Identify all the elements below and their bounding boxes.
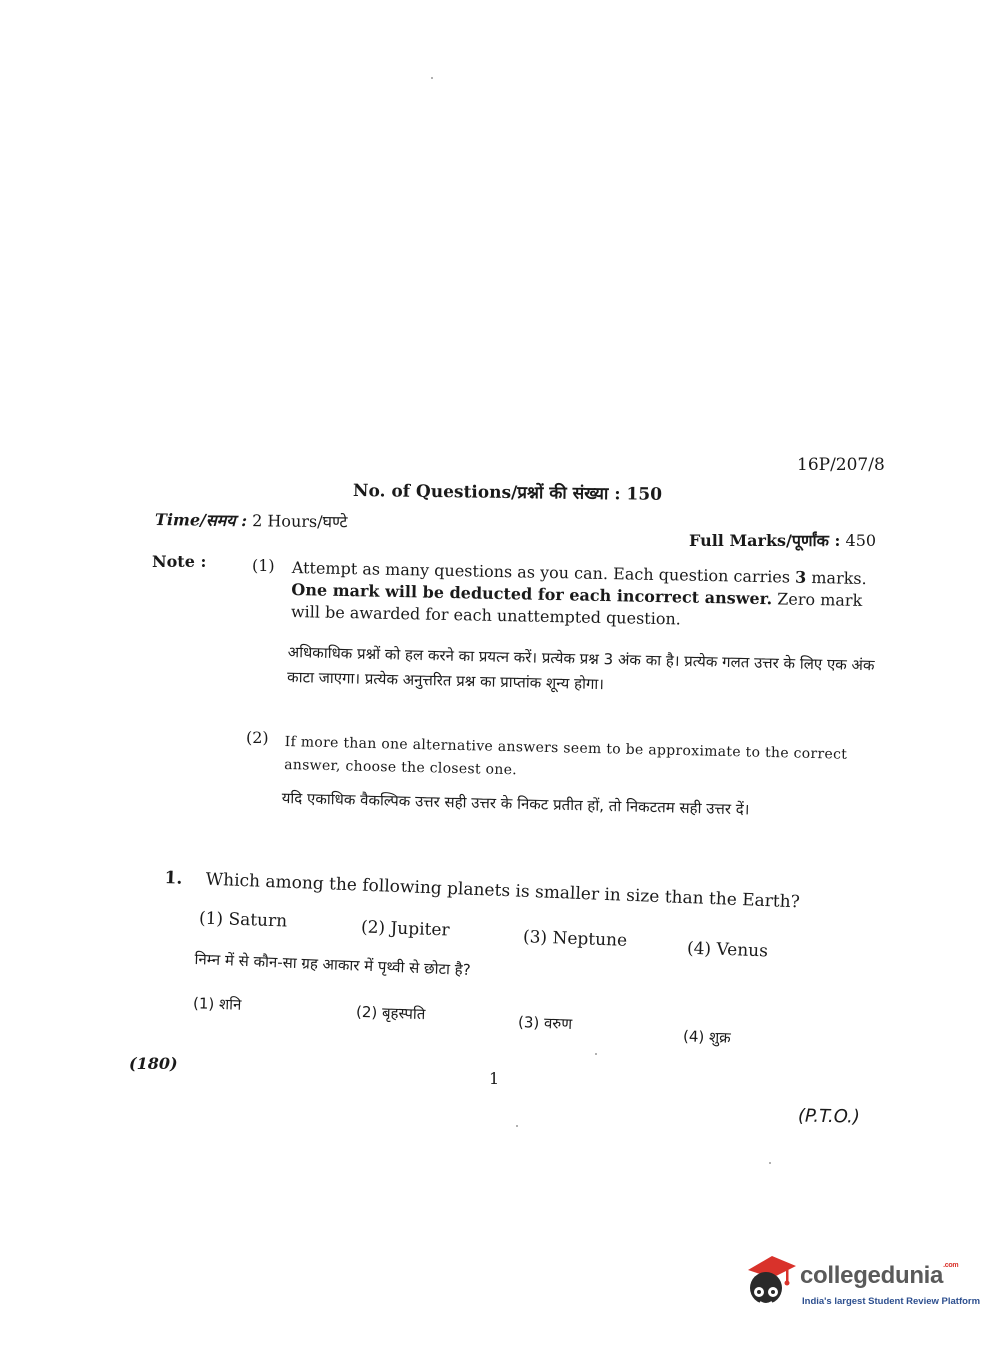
time-label: Time/समय : bbox=[154, 510, 248, 531]
option-en-1: (1) Saturn bbox=[198, 908, 288, 932]
logo-tagline: India's largest Student Review Platform bbox=[802, 1296, 981, 1307]
note-item-1-number: (1) bbox=[252, 556, 275, 575]
note-item-1-hindi: अधिकाधिक प्रश्नों को हल करने का प्रयत्न करें। प्रत्येक प्रश्न 3 अंक का है। प्रत्येक गलत उत्तर के लिए एक अंक काटा जाएगा। प्रत्येक अनुत्तरित प्रश्न का प्राप्तांक शून्य होगा। bbox=[286, 642, 875, 694]
time-allowed bbox=[155, 508, 348, 532]
note-item-1-english bbox=[291, 557, 887, 634]
marks-label: Full Marks/पूर्णांक : bbox=[689, 531, 841, 550]
note-deduction-bold: One mark will be deducted for each incorrect answer. bbox=[291, 579, 773, 609]
scan-speck bbox=[516, 1125, 518, 1127]
option-en-4: (4) Venus bbox=[686, 938, 769, 962]
note-text: If more than one alternative answers seem to be approximate to the correct answer, choose the closest one. bbox=[284, 733, 848, 779]
option-hi-4: (4) शुक्र bbox=[682, 1027, 732, 1047]
paper-code: 16P/207/8 bbox=[797, 455, 885, 475]
option-en-3: (3) Neptune bbox=[522, 927, 628, 951]
note-text: Attempt as many questions as you can. Each question carries bbox=[291, 557, 796, 587]
marks-value: 450 bbox=[845, 531, 877, 550]
time-value: 2 Hours/घण्टे bbox=[252, 511, 348, 532]
note-item-2-number: (2) bbox=[246, 728, 269, 747]
option-hi-3: (3) वरुण bbox=[517, 1013, 573, 1033]
scan-speck bbox=[769, 1162, 771, 1164]
logo-suffix: .com bbox=[943, 1262, 959, 1269]
note-text: marks. bbox=[806, 567, 867, 589]
logo-mascot-icon bbox=[744, 1248, 800, 1316]
option-hi-1: (1) शनि bbox=[192, 994, 242, 1014]
collegedunia-logo bbox=[744, 1248, 981, 1318]
series-number: (180) bbox=[129, 1054, 178, 1073]
number-of-questions: No. of Questions/प्रश्नों की संख्या : 150 bbox=[352, 481, 663, 505]
question-text-en: Which among the following planets is smaller in size than the Earth? bbox=[205, 869, 801, 913]
please-turn-over: (P.T.O.) bbox=[797, 1105, 861, 1128]
note-item-2-hindi: यदि एकाधिक वैकल्पिक उत्तर सही उत्तर के निकट प्रतीत हों, तो निकटतम सही उत्तर दें। bbox=[281, 788, 750, 819]
scan-speck bbox=[595, 1053, 597, 1055]
option-hi-2: (2) बृहस्पति bbox=[355, 1002, 426, 1024]
logo-name-text: collegedunia bbox=[800, 1262, 944, 1289]
question-text-hi: निम्न में से कौन-सा ग्रह आकार में पृथ्वी से छोटा है? bbox=[194, 949, 472, 980]
note-marks-bold: 3 bbox=[794, 567, 807, 587]
note-text: Zero mark will be awarded for each unattempted question. bbox=[290, 589, 863, 629]
full-marks bbox=[689, 529, 876, 551]
note-item-2-english bbox=[284, 730, 881, 790]
question-number: 1. bbox=[164, 868, 183, 889]
note-label: Note : bbox=[152, 552, 207, 571]
page-number: 1 bbox=[489, 1069, 500, 1088]
scan-speck bbox=[431, 77, 433, 79]
question-1 bbox=[164, 868, 800, 912]
option-en-2: (2) Jupiter bbox=[360, 917, 450, 941]
logo-wordmark bbox=[800, 1262, 958, 1290]
